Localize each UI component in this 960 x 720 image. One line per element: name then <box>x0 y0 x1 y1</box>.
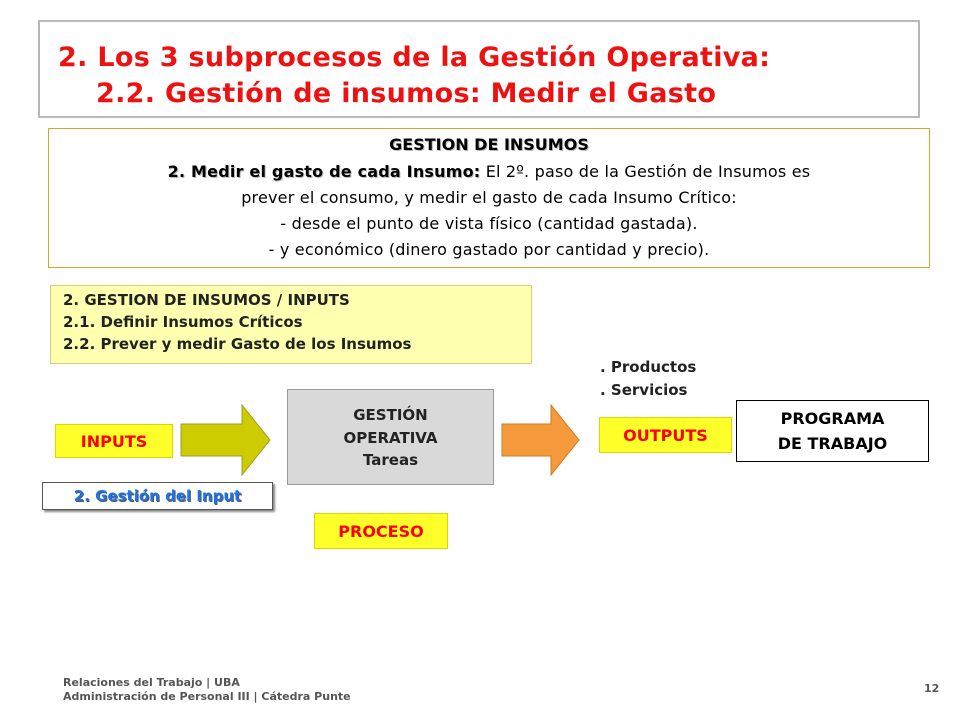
right-arrow-icon-inputs <box>180 404 272 476</box>
programa-de-trabajo-box <box>736 400 929 462</box>
gestion-del-input-label <box>42 482 273 510</box>
operativa-label: OPERATIVA <box>343 429 438 447</box>
inputs-tag: INPUTS <box>55 424 173 458</box>
page-title-line2: 2.2. Gestión de insumos: Medir el Gasto <box>96 78 717 109</box>
gestion-del-input-text: 2. Gestión del Input <box>73 487 242 505</box>
footer-line-2: Administración de Personal III | Cátedra Punte <box>63 690 351 703</box>
page-title-line1: 2. Los 3 subprocesos de la Gestión Operativa: <box>58 42 771 73</box>
gestion-label: GESTIÓN <box>353 406 428 424</box>
products-label: . Productos <box>600 358 697 376</box>
de-trabajo-label: DE TRABAJO <box>777 434 888 453</box>
insumos-line1-rest: El 2º. paso de la Gestión de Insumos es <box>480 162 811 181</box>
insumos-line-2: prever el consumo, y medir el gasto de cada Insumo Crítico: <box>241 188 737 207</box>
insumos-line-4: - y económico (dinero gastado por cantidad y precio). <box>268 240 710 259</box>
insumos-heading: GESTION DE INSUMOS <box>389 135 589 154</box>
services-label: . Servicios <box>600 381 688 399</box>
proceso-tag: PROCESO <box>314 513 448 549</box>
page-number: 12 <box>924 682 940 695</box>
list-item: 2.2. Prever y medir Gasto de los Insumos <box>63 335 412 353</box>
footer-line-1: Relaciones del Trabajo | UBA <box>63 676 240 689</box>
list-item: 2. GESTION DE INSUMOS / INPUTS <box>63 291 350 309</box>
right-arrow-icon-outputs <box>501 404 581 476</box>
insumos-line-3: - desde el punto de vista físico (cantidad gastada). <box>280 214 698 233</box>
gestion-operativa-box <box>287 389 494 485</box>
title-box <box>38 20 920 118</box>
outputs-tag: OUTPUTS <box>599 417 732 453</box>
insumos-list-box <box>50 285 532 364</box>
insumos-bold-lead: 2. Medir el gasto de cada Insumo: <box>167 162 481 181</box>
insumos-box <box>48 128 930 268</box>
list-item: 2.1. Definir Insumos Críticos <box>63 313 303 331</box>
tareas-label: Tareas <box>362 451 419 469</box>
insumos-line-1 <box>49 162 929 181</box>
programa-label: PROGRAMA <box>780 409 885 428</box>
